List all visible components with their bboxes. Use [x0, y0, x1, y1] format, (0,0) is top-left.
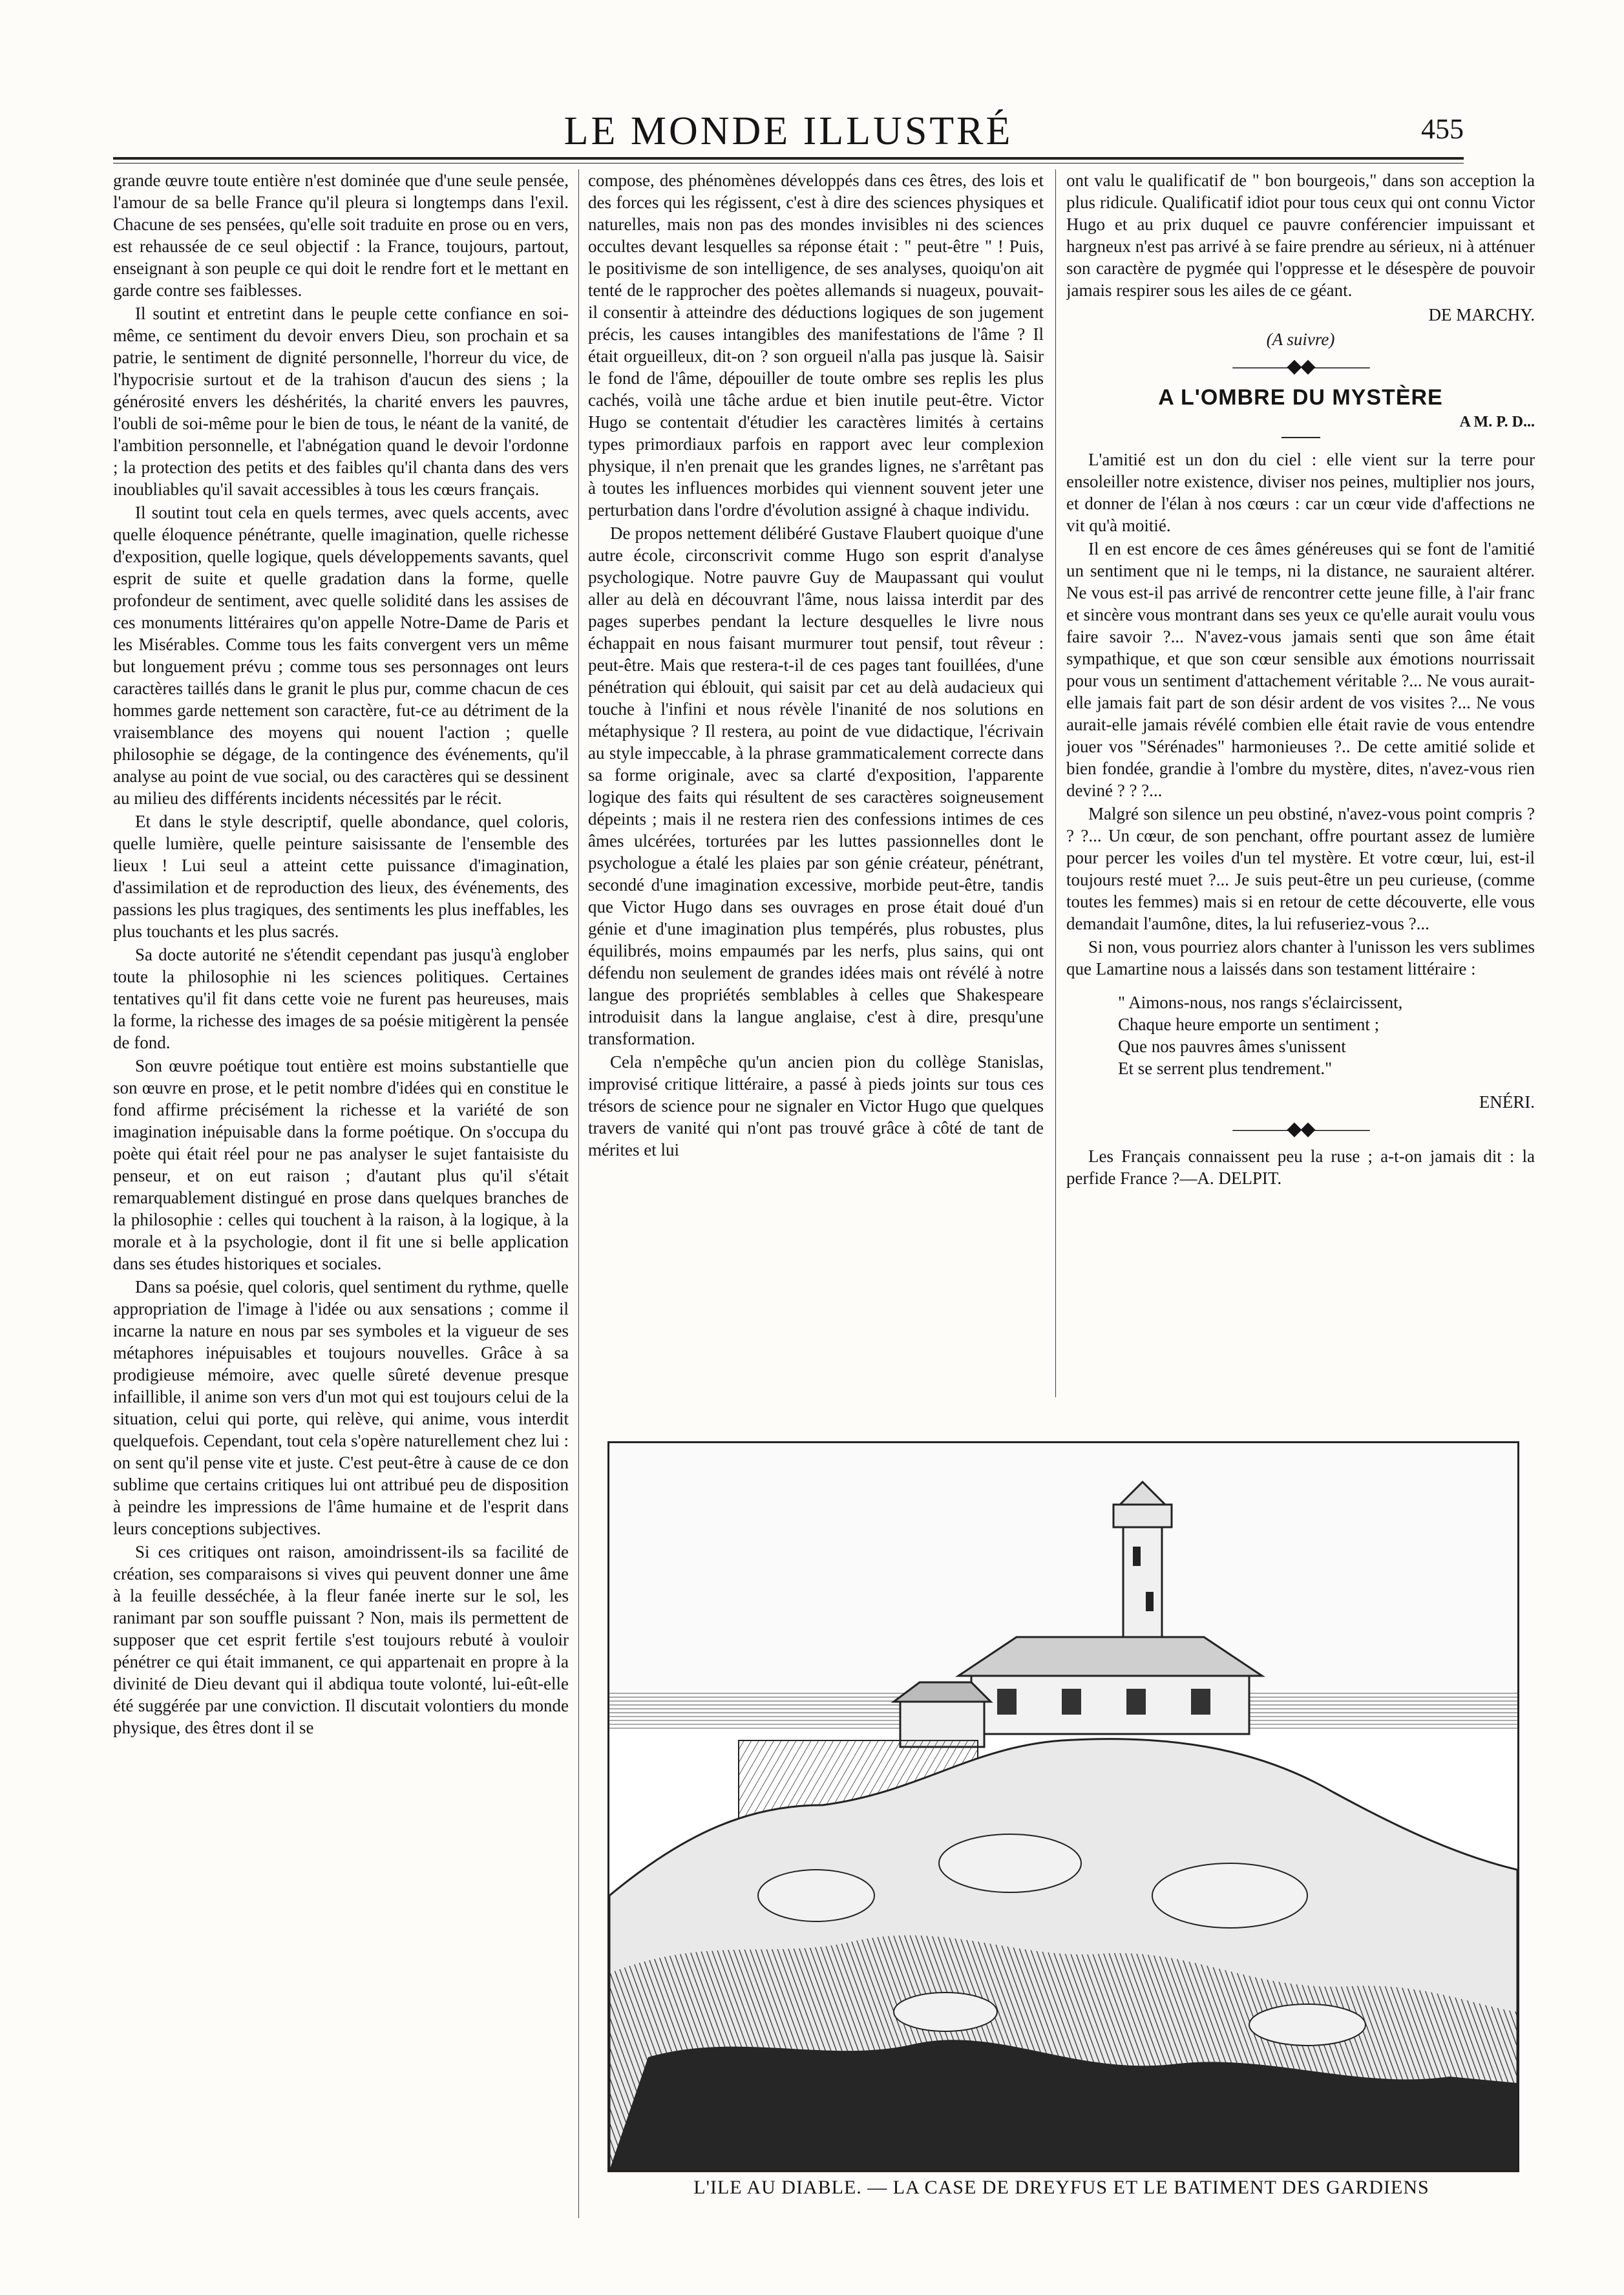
- ornament-divider: ———◆◆———: [1232, 1118, 1369, 1139]
- article-paragraph: L'amitié est un don du ciel : elle vient sur la terre pour ensoleiller notre existence, diviser nos peines, multiplier nos jours, et donner de l'élan à nos cœurs : car un cœur vide d'affections ne vit qu'à moitié.: [1066, 450, 1535, 535]
- quote-paragraph: Les Français connaissent peu la ruse ; a-t-on jamais dit : la perfide France ?—A. DELPIT.: [1066, 1147, 1535, 1188]
- article-paragraph: Et dans le style descriptif, quelle abondance, quel coloris, quelle lumière, quelle peinture saisissante de l'ensemble des lieux ! Lui seul a atteint cette puissance d'imagination, d'assimilation et de reproduction des lieux, des événements, des passions les plus tragiques, des sentiments les plus ineffables, les plus touchants et les plus sacrés.: [113, 812, 569, 941]
- article-paragraph: ont valu le qualificatif de " bon bourgeois," dans son acception la plus ridicule. Qualificatif idiot pour tous ceux qui ont connu Victor Hugo et au prix duquel ce pauvre conférencier impuissant et hargneux n'est pas arrivé à se faire prendre au sérieux, ni à atténuer son caractère de pygmée qui l'oppresse et le désespère de pouvoir jamais respirer sous les ailes de ce géant.: [1066, 171, 1535, 300]
- article-paragraph: Cela n'empêche qu'un ancien pion du collège Stanislas, improvisé critique littéraire, a passé à pieds joints sur tous ces trésors de science pour ne signaler en Victor Hugo que quelques travers de vanité qui n'ont pas trouvé grâce à côté de tant de mérites et lui: [588, 1052, 1044, 1159]
- poem-line: Et se serrent plus tendrement.": [1118, 1059, 1333, 1078]
- article-paragraph: Malgré son silence un peu obstiné, n'avez-vous point compris ? ? ?... Un cœur, de son penchant, offre pourtant assez de lumière pour percer les voiles d'un tel mystère. Et votre cœur, lui, est-il toujours resté muet ?... Je suis peut-être un peu curieuse, (comme toutes les femmes) mais si en retour de cette découverte, elle vous demandait l'aumône, dites, la lui refuseriez-vous ?...: [1066, 804, 1535, 933]
- article-headline: A L'OMBRE DU MYSTÈRE: [1158, 385, 1443, 410]
- short-rule: [1281, 437, 1320, 438]
- poem-line: Que nos pauvres âmes s'unissent: [1118, 1037, 1346, 1056]
- ornament-divider: ———◆◆———: [1232, 355, 1369, 377]
- article-paragraph: Il soutint tout cela en quels termes, avec quels accents, avec quelle éloquence pénétrante, quelle imagination, quelle richesse d'exposition, quelle logique, quels développements savants, quel esprit de suite et quelle gradation dans la forme, quelle profondeur de sentiment, avec quelle solidité dans les assises de ces monuments littéraires qu'on appelle Notre-Dame de Paris et les Misérables. Comme tous les faits convergent vers un même but longuement prévu ; comme tous ses personnages ont leurs caractères taillés dans le granit le plus pur, comme chacun de ces hommes garde nettement son caractère, fut-ce au détriment de la vraisemblance des moyens qui nouent l'action ; quelle philosophie se dégage, de la contingence des événements, qu'il analyse au point de vue social, ou des caractères qui se dessinent au milieu des différents incidents nécessités par le récit.: [113, 503, 569, 808]
- column-3: [1066, 169, 1535, 1391]
- article-paragraph: Si ces critiques ont raison, amoindrissent-ils sa facilité de création, ses comparaisons si vives qui peuvent donner une âme à la feuille desséchée, à la fleur fanée inerte sur le sol, les ranimant par son souffle puissant ? Non, mais ils permettent de supposer que cet esprit fertile s'est toujours rebuté à vouloir pénétrer ce qui était immanent, ce qui appartenait en propre à la divinité de Dieu devant qui il abdiqua toute volonté, lui-eût-elle été suggérée par une conviction. Il discutait volontiers du monde physique, des êtres dont il se: [113, 1542, 569, 1737]
- column-divider: [578, 169, 579, 2218]
- dedication: A M. P. D...: [1459, 414, 1535, 430]
- article-paragraph: De propos nettement délibéré Gustave Flaubert quoique d'une autre école, circonscrivit comme Hugo son esprit d'analyse psychologique. Notre pauvre Guy de Maupassant qui voulut aller au delà en découvrant l'âme, nous laissa interdit par des pages superbes pendant la lecture desquelles le livre nous échappait en nous faisant murmurer tout pensif, tout rêveur : peut-être. Mais que restera-t-il de ces pages tant fouillées, d'une pénétration qui éblouit, qui saisit par cet au delà audacieux qui touche à l'infini et nous révèle l'inanité de nos solutions en métaphysique ? Il restera, au point de vue didactique, l'écrivain au style impeccable, à la phrase grammaticalement correcte dans sa forme originale, avec sa clarté d'exposition, l'apparente logique des faits qui résultent de ses caractères soigneusement dépeints ; mais il ne restera rien des confessions intimes de ces âmes ulcérées, torturées par les luttes passionnelles dont le psychologue a étalé les plaies par son génie créateur, pénétrant, secondé d'une imagination excessive, morbide peut-être, tandis que Victor Hugo dans ses ouvrages en prose était doué d'un génie et d'une imagination plus tempérés, plus robustes, plus équilibrés, moins empaumés par les nerfs, plus sains, qui ont défendu non seulement de grandes idées mais ont révélé à notre langue des propriétés semblables à celles que Shakespeare introduisit dans la langue anglaise, c'est à dire, presqu'une transformation.: [588, 524, 1044, 1048]
- to-be-continued: (A suivre): [1266, 330, 1335, 349]
- page-number: 455: [1421, 113, 1464, 145]
- article-paragraph: Dans sa poésie, quel coloris, quel sentiment du rythme, quelle appropriation de l'image à l'idée ou aux sensations ; comme il incarne la nature en nous par ses symboles et la vigueur de ses métaphores inépuisables et toujours nouvelles. Grâce à sa prodigieuse mémoire, avec quelle sûreté devenue presque infaillible, il anime son vers d'un mot qui est toujours celui de la situation, celui qui porte, qui relève, qui anime, vous interdit quelquefois. Cependant, tout cela s'opère naturellement chez lui : on sent qu'il pense vite et juste. C'est peut-être à cause de ce don sublime que certains critiques lui ont attribué peu de disposition à peindre les impressions de l'âme humaine et de l'esprit dans leurs conceptions subjectives.: [113, 1277, 569, 1538]
- masthead: [113, 103, 1464, 155]
- author-signature: DE MARCHY.: [1428, 305, 1535, 324]
- masthead-rule: [113, 157, 1464, 160]
- article-paragraph: Son œuvre poétique tout entière est moins substantielle que son œuvre en prose, et le petit nombre d'idées qui en constitue le fond affirme précisément la richesse et la variété de son imagination inépuisable dans la forme poétique. On s'occupa du poète qui était réel pour ne pas analyser le sujet fantaisiste du penseur, et on eut raison ; d'autant plus qu'il s'était remarquablement distingué en prose dans quelques branches de la philosophie : celles qui touchent à la raison, à la logique, à la morale et à la psychologie, dont il fit une si belle application dans ses études historiques et sociales.: [113, 1056, 569, 1273]
- article-paragraph: Si non, vous pourriez alors chanter à l'unisson les vers sublimes que Lamartine nous a laissés dans son testament littéraire :: [1066, 937, 1535, 978]
- article-paragraph: compose, des phénomènes développés dans ces êtres, des lois et des forces qui les régissent, c'est à dire des sciences physiques et naturelles, mais non pas des mondes invisibles ni des sciences occultes devant lesquelles sa réponse était : " peut-être " ! Puis, le positivisme de son intelligence, de ses analyses, quoiqu'on ait tenté de le rapprocher des poètes allemands si nuageux, pouvait-il consentir à atteindre des déductions logiques de son jugement précis, les causes intangibles des manifestations de l'âme ? Il était orgueilleux, dit-on ? son orgueil n'alla pas jusque là. Saisir le fond de l'âme, dépouiller de toute ombre ses replis les plus cachés, voilà une tâche ardue et bien inutile peut-être. Victor Hugo se contentait d'étudier les caractères limités à certains types primordiaux parfois en rapport avec leur complexion physique, il n'en prenait que les grandes lignes, ne s'arrêtant pas à toutes les influences morbides qui viennent souvent jeter une perturbation dans l'ordre d'évolution assigné à chaque individu.: [588, 171, 1044, 520]
- article-paragraph: Il en est encore de ces âmes généreuses qui se font de l'amitié un sentiment que ni le temps, ni la distance, ne sauraient altérer. Ne vous est-il pas arrivé de rencontrer cette jeune fille, à l'air franc et sincère vous montrant dans ses yeux ce qu'elle aurait voulu vous faire savoir ?... N'avez-vous jamais senti que son âme était sympathique, et que son cœur sensible aux émotions nourrissait pour vous un sentiment d'attachement véritable ?... Ne vous aurait-elle jamais fait part de son désir ardent de vos visites ?... Ne vous aurait-elle jamais révélé combien elle était ravie de vous entendre jouer vos "Sérénades" harmonieuses ?.. De cette amitié solide et bien fondée, grandie à l'ombre du mystère, dites, n'avez-vous rien deviné ? ? ?...: [1066, 539, 1535, 800]
- island-engraving: [609, 1443, 1517, 2170]
- article-paragraph: Il soutint et entretint dans le peuple cette confiance en soi-même, ce sentiment du devoir envers Dieu, son prochain et sa patrie, le sentiment de dignité personnelle, l'horreur du vice, de l'hypocrisie surtout et de la trahison d'aucun des siens ; la générosité envers les déshérités, la charité envers les pauvres, l'oubli de soi-même pour le bien de tous, le néant de la vanité, de l'ambition personnelle, et l'abnégation quand le devoir l'ordonne ; la protection des petits et des faibles qu'il chanta dans des vers inoubliables qu'il savait accessibles à tous les cœurs français.: [113, 304, 569, 499]
- masthead-rule-thin: [113, 163, 1464, 164]
- column-2: [588, 169, 1044, 1391]
- author-signature: ENÉRI.: [1479, 1092, 1535, 1112]
- poem-line: " Aimons-nous, nos rangs s'éclaircissent,: [1118, 993, 1403, 1012]
- article-paragraph: grande œuvre toute entière n'est dominée que d'une seule pensée, l'amour de sa belle France qu'il pleura si longtemps dans l'exil. Chacune de ses pensées, qu'elle soit traduite en prose ou en vers, est rehaussée de ce seul objectif : la France, toujours, partout, enseignant à son peuple ce qui doit le rendre fort et le mettant en garde contre ses faiblesses.: [113, 171, 569, 300]
- illustration-caption: L'ILE AU DIABLE. — LA CASE DE DREYFUS ET LE BATIMENT DES GARDIENS: [693, 2177, 1429, 2198]
- newspaper-title: LE MONDE ILLUSTRÉ: [564, 109, 1013, 153]
- engraving-illustration: [607, 1441, 1519, 2172]
- poem-quote: [1118, 991, 1535, 1079]
- column-1: [113, 169, 569, 2212]
- poem-line: Chaque heure emporte un sentiment ;: [1118, 1015, 1380, 1034]
- column-divider: [1055, 169, 1056, 1397]
- article-paragraph: Sa docte autorité ne s'étendit cependant pas jusqu'à englober toute la philosophie ni les sciences politiques. Certaines tentatives qu'il fit dans cette voie ne furent pas heureuses, mais la forme, la richesse des images de sa poésie mitigèrent la pensée de fond.: [113, 945, 569, 1052]
